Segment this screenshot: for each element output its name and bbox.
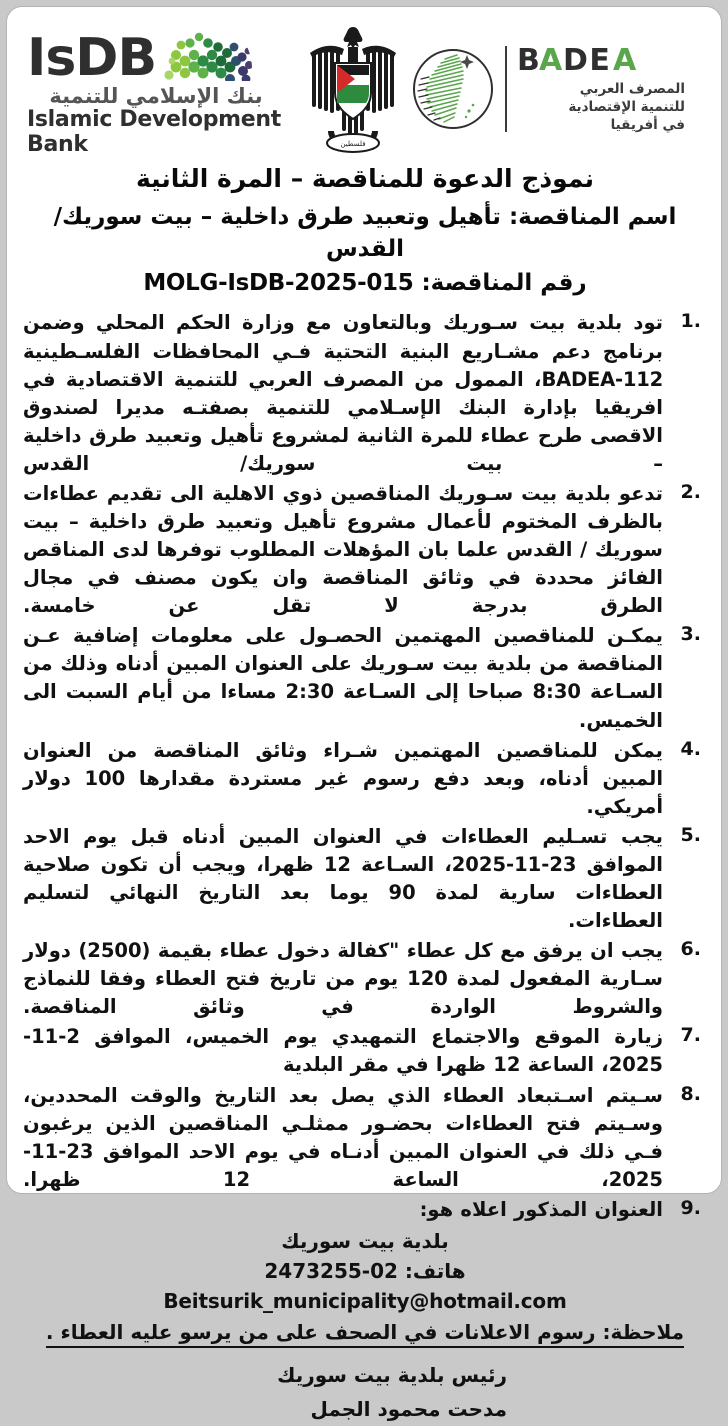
clause-list xyxy=(23,309,707,1224)
badea-divider xyxy=(505,46,507,132)
badea-globe-icon xyxy=(411,41,495,137)
email-line[interactable]: Beitsurik_municipality@hotmail.com xyxy=(163,1288,567,1313)
signatory-role: رئيس بلدية بيت سوريك xyxy=(277,1362,507,1387)
page-title: نموذج الدعوة للمناقصة – المرة الثانية xyxy=(135,164,595,193)
clause-text: تود بلدية بيت سـوريك وبالتعاون مع وزارة الحكم المحلي وضمن برنامج دعم مشـاريع البنية التحتية فـي المحافظات الفلسـطينية BADEA-112، الممول من المصرف العربي للتنمية الاقتصادية في افريقيا بإدارة البنك الإسـلامي للتنمية بصفتـه مديرا لصندوق الاقصى طرح عطاء للمرة الثانية لمشروع تأهيل وتعبيد طرق داخلية – بيت سوريك/ القدس xyxy=(23,311,663,475)
clause-text: العنوان المذكور اعلاه هو: xyxy=(419,1197,663,1221)
isdb-arabic-name: بنك الإسلامي للتنمية xyxy=(49,84,263,108)
palestine-eagle-emblem xyxy=(298,23,408,155)
isdb-logo xyxy=(27,21,295,157)
clause-text: يمكـن للمناقصين المهتمين الحصـول على معلومات إضافية عـن المناقصة من بلدية بيت سـوريك على العنوان المبين أدناه وذلك من السـاعة 8:30 صباحا إلى السـاعة 2:30 مساءا من أيام السبت الى الخميس. xyxy=(23,624,664,732)
clause-text: يجب تسـليم العطاءات في العنوان المبين أدناه قبل يوم الاحد الموافق 23-11-2025، السـاعة 12 ظهرا، ويجب أن تكون صلاحية العطاءات سارية لمدة 90 يوما بعد التاريخ النهائي لتسليم العطاءات. xyxy=(23,824,663,933)
clause-item xyxy=(23,1196,707,1224)
clause-item xyxy=(23,480,707,620)
isdb-english-name: Islamic Development Bank xyxy=(27,107,282,157)
clause-text: يجب ان يرفق مع كل عطاء "كفالة دخول عطاء بقيمة (2500) دولار سـارية المفعول لمدة 120 يوم من تاريخ فتح العطاء وفقا للنماذج والشروط الواردة في وثائق المناقصة. xyxy=(23,939,663,1019)
clause-item xyxy=(23,1023,707,1079)
note-block xyxy=(23,1320,707,1348)
badea-arabic-line-2: للتنمية الإقتصادية xyxy=(568,99,685,116)
svg-text:A: A xyxy=(539,43,564,79)
isdb-acronym: IsDB xyxy=(27,28,157,89)
isdb-dome-icon xyxy=(160,21,256,83)
badea-arabic-line-1: المصرف العربي xyxy=(579,81,685,98)
clause-text: سـيتم اسـتبعاد العطاء الذي يصل بعد التاريخ والوقت المحددين، وسـيتم فتح العطاءات بحضـور ممثلـي المناقصين الذين يرغبون فـي ذلك في العنوان المبين أدنـاه في يوم الاحد الموافق 23-11-2025، الساعة 12 ظهرا. xyxy=(23,1083,663,1191)
tender-number: رقم المناقصة: MOLG-IsDB-2025-015 xyxy=(143,269,587,296)
badea-acronym xyxy=(517,43,689,77)
municipality-name: بلدية بيت سوريك xyxy=(281,1228,449,1253)
signatory-name: مدحت محمود الجمل xyxy=(310,1396,507,1421)
header-logo-bar xyxy=(23,17,707,157)
svg-text:فلسطين: فلسطين xyxy=(340,140,366,148)
document-sheet xyxy=(6,6,722,1421)
svg-text:DE: DE xyxy=(563,43,612,79)
clause-item xyxy=(23,309,707,477)
clause-text: تدعو بلدية بيت سـوريك المناقصين ذوي الاهلية الى تقديم عطاءات بالظرف المختوم لأعمال مشروع تأهيل وتعبيد طرق داخلية – بيت سوريك / القدس علما بان المؤهلات المطلوب توفرها لدى المناقص الفائز محددة في وثائق المناقصة وان يكون مصنف في مجال الطرق بدرجة لا تقل عن خامسة. xyxy=(23,481,663,618)
signature-block xyxy=(23,1358,707,1426)
clause-item xyxy=(23,1082,707,1194)
svg-text:B: B xyxy=(517,43,542,79)
badea-logo xyxy=(411,41,703,137)
clause-text: زيارة الموقع والاجتماع التمهيدي يوم الخميس، الموافق 2-11-2025، الساعة 12 ظهرا في مقر البلدية xyxy=(23,1025,663,1077)
clause-item xyxy=(23,622,707,734)
address-block xyxy=(23,1226,707,1316)
tender-name: اسم المناقصة: تأهيل وتعبيد طرق داخلية – بيت سوريك/القدس xyxy=(53,204,677,262)
clause-item xyxy=(23,937,707,1021)
note-text: ملاحظة: رسوم الاعلانات في الصحف على من يرسو عليه العطاء . xyxy=(46,1320,684,1348)
svg-text:A: A xyxy=(613,43,638,79)
badea-arabic-line-3: في أفريقيا xyxy=(610,116,685,133)
clause-text: يمكن للمناقصين المهتمين شـراء وثائق المناقصة من العنوان المبين أدناه، وبعد دفع رسوم غير مستردة مقدارها 100 دولار أمريكي. xyxy=(23,738,663,818)
title-block xyxy=(23,163,707,299)
phone-line: هاتف: 02-2473255 xyxy=(264,1258,466,1283)
clause-item xyxy=(23,737,707,821)
clause-item xyxy=(23,823,707,935)
